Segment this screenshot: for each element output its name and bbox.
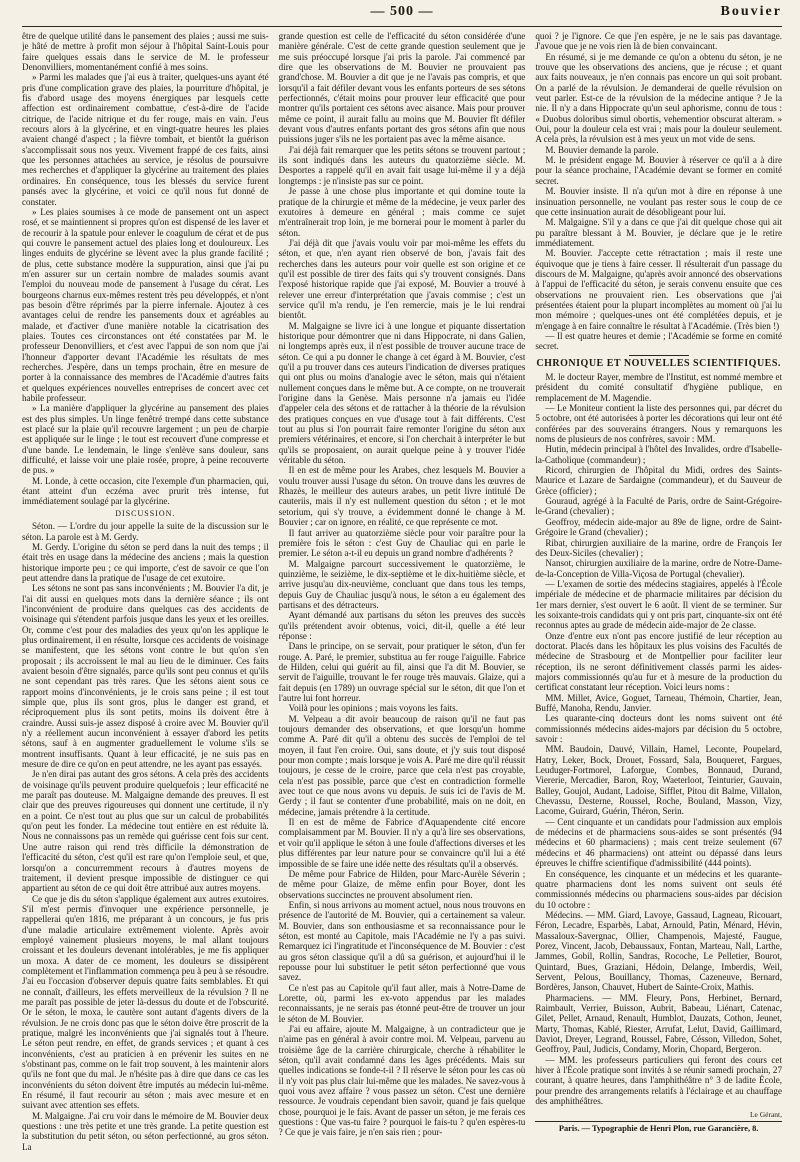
paragraph: Il en est de même de Fabrice d'Aquapendente cité encore complaisamment par M. Bouvier. Il n'y a qu'à lire ses observations, et voir qu'il applique le séton à une foule d'affections diverses et les plus différentes par leur nature pour se convaincre qu'il lui a été impossible de se faire une idée nette des résultats qu'il a observés.: [278, 817, 526, 869]
column-left: [22, 31, 269, 1151]
paragraph: — Cent cinquante et un candidats pour l'admission aux emplois de médecins et de pharmaciens sous-aides se sont présentés (94 médecins et 60 pharmaciens) ; mais cent treize seulement (67 médecins et 46 pharmaciens) ont atteint ou dépassé dans leurs épreuves le chiffre scientifique d'admissibilité (444 points).: [535, 816, 783, 869]
paragraph: » La manière d'appliquer la glycérine au pansement des plaies est des plus simples. Un linge fenêtré trempé dans cette substance est placé sur la plaie qu'il recouvre largement ; un peu de charpie est appliquée sur le linge ; le tout est recouvert d'une compresse et d'une bande. Le lendemain, le linge s'enlève sans douleur, sans difficulté, et laisse voir une plaie rosée, propre, à peine recouverte de pus. »: [22, 403, 269, 476]
page-header: [22, 4, 782, 27]
paragraph: Dans le principe, on se servait, pour pratiquer le séton, d'un fer rouge. A. Paré, le premier, substitua au fer rouge l'aiguille. Fabrice de Hilden, celui qui guérit au fil, ainsi que l'a dit M. Bouvier, se servit de l'aiguille, trouvant le fer rouge très mauvais. Glaize, qui a fait depuis (en 1789) un ouvrage spécial sur le séton, dit que l'on et l'autre lui font horreur.: [278, 641, 526, 703]
signature: Le Gérant,: [749, 1110, 783, 1120]
paragraph: M. Malgaigne se livre ici à une longue et piquante dissertation historique pour démontrer que ni dans Hippocrate, ni dans Galien, ni longtemps après eux, il n'est possible de trouver aucune trace de séton. Ce qui a pu donner le change à cet égard à M. Bouvier, c'est qu'il a pu trouver dans ces auteurs l'indication de diverses pratiques qui ont plus ou moins d'analogie avec le séton, mais qui n'étaient nullement conçues dans le même but. A ce compte, on ne trouverait l'origine dans la Genèse. Mais personne n'a jamais eu l'idée d'appeler cela des sétons et de rattacher à la théorie de la révulsion des pratiques conçues en vue d'usage tout à fait différents. C'est tout au plus si l'on pourrait faire remonter l'origine du séton aux premiers vétérinaires, et encore, si l'on cherchait à interpréter le but qu'ils se proposaient, on aurait quelque peine à y trouver l'idée véritable du séton.: [278, 320, 526, 466]
paragraph: » Les plaies soumises à ce mode de pansement ont un aspect rosé, et se maintiennent si propres qu'on est dispensé de les laver et de recourir à la spatule pour enlever le coagulum de cérat et de pus qui couvre le pansement actuel des plaies long et douloureux. Les linges enduits de glycérine se lèvent avec la plus grande facilité ; de plus, cette substance modère la suppuration, ainsi que j'ai pu m'en assurer sur un certain nombre de malades soumis avant l'emploi du nouveau mode de pansement à l'usage du cérat. Les bourgeons charnus eux-mêmes restent très peu développés, et n'ont pas besoin d'être réprimés par la pierre infernale. Ajoutez à ces avantages celui de rendre les pansements doux et agréables au malade, et d'activer d'une manière notable la cicatrisation des plaies. Toutes ces circonstances ont été constatées par M. le professeur Denonvilliers, et c'est avec l'appui de son nom que j'ai l'honneur d'apporter devant l'Académie les résultats de mes recherches. J'espère, dans un temps prochain, être en mesure de porter à la connaissance des membres de l'Académie d'autres faits et quelques expériences nouvelles entreprises de concert avec cet habile professeur.: [22, 206, 269, 404]
paragraph: M. Bouvier demande la parole.: [545, 144, 659, 155]
col1b-block: [22, 521, 269, 1151]
paragraph: MM. Millet, Avice, Goguet, Tarneau, Thémoin, Chartier, Jean, Buffé, Manoha, Rendu, Janvier.: [535, 692, 783, 713]
section-divider: [629, 355, 689, 356]
paragraph: MM. Baudoin, Dauvé, Villain, Hamel, Leconte, Poupelard, Hatry, Leker, Bock, Drouet, Fossard, Sala, Bouqueret, Fargues, Leuduger-Fortmorel, Laforgue, Combes, Bonnaud, Durand, Viererie, Mercadier, Baron, Roy, Waeterloot, Teinturier, Gauvain, Balley, Goujol, Audant, Ladoise, Sifflet, Pitou dit Balme, Villalon, Chevassu, Desterne, Roussel, Roche, Bouland, Masson, Vizy, Lacome, Guirard, Guérin, Théron, Serin.: [535, 744, 783, 817]
page-number: — 500 —: [370, 4, 434, 19]
paragraph: être de quelque utilité dans le pansement des plaies ; aussi me suis-je hâté de mettre à profit mon séjour à l'hôpital Saint-Louis pour faire quelques essais dans le service de M. le professeur Denonvilliers, momentanément confié à mes soins.: [22, 31, 269, 73]
paragraph: M. Malgaigne. S'il y a dans ce que j'ai dit quelque chose qui ait pu paraître blessant à M. Bouvier, je déclare que je le retire immédiatement.: [535, 217, 783, 248]
col1-block: [22, 31, 269, 507]
paragraph: grande question est celle de l'efficacité du séton considérée d'une manière générale. C'est de cette grande question seulement que je me suis préoccupé lorsque j'ai pris la parole. J'ai commencé par dire que les observations de M. Bouvier ne prouvaient pas grand'chose. M. Bouvier a dit que je ne l'avais pas compris, et que lorsqu'il a fait défiler devant vous les enfants porteurs de ses sétons perfectionnés, c'était moins pour prouver leur efficacité que pour montrer qu'ils portaient ces sétons avec aisance. Mais pour prouver même ce point, il aurait fallu au moins que M. Bouvier fît défiler devant vous d'autres enfants portant des gros sétons afin que nous puissions juger s'ils ne les portaient pas avec la même aisance.: [278, 31, 526, 145]
paragraph: En conséquence, les cinquante et un médecins et les quarante-quatre pharmaciens dont les noms suivent ont seuls été commissionnés médecins ou pharmaciens sous-aides par décision du 10 octobre :: [535, 868, 783, 910]
paragraph: M. Gerdy. L'origine du séton se perd dans la nuit des temps ; il était très en usage dans la médecine des anciens ; mais la question historique importe peu ; ce qui importe, c'est de savoir ce que l'on peut attendre dans la pratique de l'usage de cet exutoire.: [22, 541, 269, 583]
paragraph: — Le Moniteur contient la liste des personnes qui, par décret du 5 octobre, ont été autorisées à porter les décorations qui leur ont été conférées par des souverains étrangers. Nous y remarquons les noms de plusieurs de nos confrères, savoir : MM.: [535, 403, 783, 445]
paragraph: Hutin, médecin principal à l'hôtel des Invalides, ordre d'Isabelle-la-Catholique (commandeur) ;: [535, 444, 783, 465]
paragraph: Je n'en dirai pas autant des gros sétons. A cela près des accidents de voisinage qu'ils peuvent produire quelquefois ; leur efficacité ne me paraît pas douteuse. M. Malgaigne demande des preuves. Il est clair que des preuves rigoureuses qui donnent une certitude, il n'y en a point. Ce n'est tout au plus que sur un calcul de probabilités qu'on peut les fonder. La médecine tout entière en est réduite là. Nous ne connaissons pas un remède qui guérisse cent fois sur cent. Une autre raison qui rend très difficile la démonstration de l'efficacité du séton, c'est qu'il est rare qu'on l'emploie seul, et que, lorsqu'on a concurremment recours à d'autres moyens de traitement, il devient presque impossible de distinguer ce qui appartient au séton de ce qui doit être attribué aux autres moyens.: [22, 769, 269, 894]
paragraph: Gouraud, agrégé à la Faculté de Paris, ordre de Saint-Grégoire-le-Grand (chevalier) ;: [535, 496, 783, 517]
paragraph: Il en est de même pour les Arabes, chez lesquels M. Bouvier a voulu trouver aussi l'usage du séton. On trouve dans les œuvres de Rhazès, le meilleur des auteurs arabes, un petit livre intitulé De cauteriis, mais il n'y est nullement question du séton ; et le mot setorium, qui s'y trouve, a évidemment donné le change à M. Bouvier ; car on ignore, en réalité, ce que représente ce mot.: [278, 465, 526, 528]
paragraph: Enfin, si nous arrivons au moment actuel, nous nous trouvons en présence de l'autorité de M. Bouvier, qui a certainement sa valeur. M. Bouvier, dans son enthousiasme et sa reconnaissance pour le séton, est monté au Capitole, mais l'Académie ne l'y a pas suivi. Remarquez ici l'ingratitude et l'inconséquence de M. Bouvier : c'est au gros séton classique qu'il a dû sa guérison, et aujourd'hui il le repousse pour lui substituer le petit séton perfectionné que vous savez.: [278, 899, 526, 983]
paragraph: M. Malgaigne parcourt successivement le quatorzième, le quinzième, le seizième, le dix-septième et le dix-huitième siècle, et arrive jusqu'au dix-neuvième, concluant que dans tous les temps, depuis Guy de Chauliac jusqu'à nous, le séton a eu également des partisans et des détracteurs.: [278, 558, 526, 610]
paragraph: M. Bouvier insiste. Il n'a qu'un mot à dire en réponse à une insinuation personnelle, ne voulant pas rester sous le coup de ce que cette insinuation aurait de désobligeant pour lui.: [535, 186, 783, 217]
paragraph: M. Velpeau a dit avoir beaucoup de raison qu'il ne faut pas toujours demander des observations, et que lorsqu'un homme comme A. Paré dit qu'il a obtenu des succès de l'emploi de tel moyen, il faut l'en croire. Oui, sans doute, et j'y suis tout disposé pour mon compte ; mais lorsque je vois A. Paré me dire qu'il réussit toujours, je cesse de le croire, parce que cela n'est pas croyable, cela n'est pas possible, parce que c'est en contradiction formelle avec tout ce que nous avons vu depuis. Je suis ici de l'avis de M. Gerdy ; il faut se contenter d'une probabilité, mais on ne doit, en médecine, jamais prétendre à la certitude.: [278, 713, 526, 817]
paragraph: J'ai déjà dit que j'avais voulu voir par moi-même les effets du séton, et que, n'en ayant rien observé de bon, j'avais fait des recherches dans les auteurs pour voir quelle est son origine et ce qu'il est possible de tirer des faits qui s'y trouvent consignés. Dans l'exposé historique rapide que j'ai exposé, M. Bouvier a trouvé à relever une erreur d'interprétation que j'avais commise ; c'est un service qu'il m'a rendu, je l'en remercie, mais je le lui rendrai bientôt.: [278, 237, 526, 321]
paragraph: Ce n'est pas au Capitole qu'il faut aller, mais à Notre-Dame de Lorette, où, parmi les ex-voto appendus par les malades reconnaissants, je ne serais pas étonné peut-être de trouver un jour le séton de M. Bouvier.: [278, 982, 526, 1024]
paragraph: Il faut arriver au quatorzième siècle pour voir paraître pour la première fois le séton : c'est Guy de Chauliac qui en parle le premier. Le séton a-t-il eu depuis un grand nombre d'adhérents ?: [278, 527, 526, 559]
running-head: Bouvier: [720, 4, 782, 19]
paragraph: — Il est quatre heures et demie ; l'Académie se forme en comité secret.: [535, 330, 783, 352]
chronicle-heading: CHRONIQUE ET NOUVELLES SCIENTIFIQUES.: [536, 357, 781, 369]
paragraph: Voilà pour les opinions ; mais voyons les faits.: [288, 703, 458, 714]
paragraph: Séton. — L'ordre du jour appelle la suite de la discussion sur le séton. La parole est à M. Gerdy.: [22, 521, 269, 542]
paragraph: quoi ? je l'ignore. Ce que j'en espère, je ne le sais pas davantage. J'avoue que je ne vois rien là de bien convaincant.: [535, 31, 783, 52]
paragraph: — MM. les professeurs particuliers qui feront des cours cet hiver à l'École pratique sont invités à se réunir samedi prochain, 27 courant, à quatre heures, dans l'amphithéâtre n° 3 de ladite École, pour prendre des arrangements relatifs à l'éclairage et au chauffage des amphithéâtres.: [535, 1054, 783, 1107]
paragraph: Les sétons ne sont pas sans inconvénients ; M. Bouvier l'a dit, je l'ai dit aussi en quelques mots dans la dernière séance ; ils ont l'inconvénient de produire dans quelques cas des accidents de voisinage qui s'étendent parfois jusque dans les yeux et les oreilles. Or, comme c'est pour des maladies des yeux qu'on les applique le plus ordinairement, il en résulte, lorsque ces accidents de voisinage se manifestent, que les sétons vont contre le but qu'on s'en proposait ; ils accroissent le mal au lieu de le diminuer. Ces faits avaient besoin d'être signalés, parce qu'ils sont peu connus et qu'ils ne sont cependant pas très rares. Que les sétons aient sous ce rapport moins d'inconvénients, je le crois sans peine ; il est tout simple que, plus ils sont gros, plus le danger est grand, et réciproquement plus ils sont petits, moins ils doivent être à craindre. Aussi suis-je assez disposé à croire avec M. Bouvier qu'il n'y a réellement aucun inconvénient à essayer d'abord les petits sétons, sauf à en augmenter graduellement le volume s'ils se montrent insuffisants. Quant à leur efficacité, je ne suis pas en mesure de dire ce qu'on en peut attendre, ne les ayant pas essayés.: [22, 583, 269, 770]
paragraph: Pharmaciens. — MM. Fleury, Pons, Herbinet, Bernard, Raimbault, Verrier, Buisson, Aubrit, Babeau, Liénart, Catenac, Gilet, Pellet, Arnaud, Renault, Humblot, Dauzats, Cothon, Jeunet, Marty, Thomas, Kablé, Riester, Arrufat, Lelut, David, Gaillimard, Daviot, Dreyer, Legrand, Roussel, Fabre, Césson, Villedon, Sohet, Geoffroy, Paul, Judicis, Condamy, Morin, Chopard, Bergeron.: [535, 992, 783, 1055]
column-middle: [279, 31, 526, 1151]
paragraph: Onze d'entre eux n'ont pas encore justifié de leur réception au doctorat. Placés dans les hôpitaux les plus voisins des Facultés de médecine de Strasbourg et de Montpellier pour faciliter leur réception, ils ne seront définitivement classés parmi les aides-majors commissionnés qu'au fur et à mesure de la production du certificat constatant leur réception. Voici leurs noms :: [535, 630, 783, 693]
paragraph: Ce que je dis du séton s'applique également aux autres exutoires. S'il m'est permis d'invoquer une expérience personnelle, je rappellerai qu'en 1816, me préparant à un concours, je fus pris d'une maladie articulaire extrêmement violente. Après avoir employé vainement plusieurs moyens, le mal allant toujours croissant et les douleurs devenant intolérables, je me fis appliquer un moxa. A dater de ce moment, les douleurs se dissipèrent complètement et l'inflammation commença peu à peu à se résoudre. J'ai eu l'occasion d'observer depuis quatre faits semblables. Et qui ne connaît, d'ailleurs, les effets merveilleux de la révulsion ? Il ne me paraît pas possible de jeter là-dessus du doute et de l'obscurité. Or le séton, le moxa, le cautère sont autant d'agents divers de la révulsion. Je ne crois donc pas que le séton doive être proscrit de la pratique, malgré les inconvénients que j'ai signalés tout à l'heure. Le séton peut rendre, en effet, de grands services ; et quant à ces inconvénients, c'est au praticien à en prévenir les suites en ne s'obstinant pas, comme on le fait trop souvent, à les maintenir alors qu'ils ne font que du mal. Je n'hésite pas à dire que dans ce cas les inconvénients du séton doivent être imputés au médecin lui-même. En résumé, il faut recourir au séton ; mais avec mesure et en suivant avec attention ses effets.: [22, 893, 269, 1111]
paragraph: Ricord, chirurgien de l'hôpital du Midi, ordres des Saints-Maurice et Lazare de Sardaigne (commandeur), et du Sauveur de Grèce (officier) ;: [535, 465, 783, 496]
paragraph: Ayant démandé aux partisans du séton les preuves des succès qu'ils prétendent avoir obtenus, voici, dit-il, quelle a été leur réponse :: [278, 610, 526, 641]
text-columns: [22, 31, 782, 1151]
paragraph: Ribat, chirurgien auxiliaire de la marine, ordre de François Ier des Deux-Siciles (chevalier) ;: [535, 537, 783, 558]
paragraph: Les quarante-cinq docteurs dont les noms suivent ont été commissionnés médecins aides-majors par décision du 5 octobre, savoir :: [535, 713, 783, 745]
paragraph: M. Bouvier. J'accepte cette rétractation ; mais il reste une équivoque que je tiens à faire cesser. Il résulterait d'un passage du discours de M. Malgaigne, qu'après avoir annoncé des observations à l'appui de l'efficacité du séton, je serais convenu ensuite que ces observations ne prouvaient rien. Les observations que j'ai présentées étaient pour la plupart incomplètes au moment où j'ai lu mon mémoire ; quelques-unes ont été complétées depuis, et je m'engage à en faire connaître le résultat à l'Académie. (Très bien !): [535, 248, 783, 331]
paragraph: M. Londe, à cette occasion, cite l'exemple d'un pharmacien, qui, étant atteint d'un eczéma avec prurit très intense, fut immédiatement soulagé par la glycérine.: [22, 475, 269, 507]
paragraph: M. le docteur Rayer, membre de l'Institut, est nommé membre et président du comité consultatif d'hygiène publique, en remplacement de M. Magendie.: [535, 372, 783, 403]
paragraph: De même pour Fabrice de Hilden, pour Marc-Aurèle Séverin ; de même pour Glaize, de même enfin pour Boyer, dont les observations succinctes ne prouvent absolument rien.: [278, 868, 526, 900]
column-right: [535, 31, 782, 1151]
discussion-heading: DISCUSSION.: [115, 508, 176, 518]
paragraph: J'ai eu affaire, ajoute M. Malgaigne, à un contradicteur que je n'aime pas en général à avoir contre moi. M. Velpeau, parvenu au troisième âge de la carrière chirurgicale, cherche à réhabiliter le séton, qu'il avait condamné dans les âges précédents. Mais sur quelles indications se fonde-t-il ? Il réserve le séton pour les cas où il n'y voit pas plus clair lui-même que les malades. Ne savez-vous à quoi vous avez affaire ? vous passez un séton. C'est une dernière ressource. Je voudrais cependant bien savoir, quand je fais quelque chose, pourquoi je le fais. Avant de passer un séton, je me ferais ces questions : Que vas-tu faire ? pourquoi le fais-tu ? qu'en espères-tu ? Ce que je vais faire, je n'en sais rien ; pour-: [278, 1024, 526, 1138]
paragraph: En résumé, si je me demande ce qu'on a obtenu du séton, je ne trouve que les observations des anciens, que je récuse ; et quant aux faits nouveaux, je n'en connais pas encore un qui soit probant. On a parlé de la révulsion. Je demanderai de quelle révulsion on veut parler. Est-ce de la révulsion de la médecine antique ? Je la nie. Il n'y a dans Hippocrate qu'un seul aphorisme, connu de tous : « Duobus doloribus simul obortis, vehementior obscurat alteram. » Oui, pour la douleur cela est vrai ; mais pour la douleur seulement. A cela près, la révulsion est à mes yeux un mot vide de sens.: [535, 51, 783, 145]
paragraph: Médecins. — MM. Giard, Lavoye, Gassaud, Lagneau, Ricouart, Féron, Lecadre, Esparbès, Labat, Arnould, Patin, Ménard, Hévin, Massaloux-Savergnac, Ollier, Champenois, Majesté, Faugue, Porez, Vincent, Jacob, Debaussaux, Fontan, Marteau, Nall, Larthe, Jammes, Gobil, Rollin, Sandras, Rocoche, Le Pelletier, Bourot, Quintard, Bues, Graziani, Hédoin, Delange, Imberdis, Weil, Servent, Pelous, Bouillancy, Thomas, Cazeneuve, Bernard, Bordères, Janson, Chauvet, Hubert de Sainte-Croix, Mathis.: [535, 909, 783, 993]
paragraph: M. le président engage M. Bouvier à réserver ce qu'il a à dire pour la séance prochaine, l'Académie devant se former en comité secret.: [535, 155, 783, 186]
paragraph: Geoffroy, médecin aide-major au 89e de ligne, ordre de Saint-Grégoire le Grand (chevalier) ;: [535, 516, 783, 538]
paragraph: Nansot, chirurgien auxiliaire de la marine, ordre de Notre-Dame-de-la-Conception de Villa-Viçosa de Portugal (chevalier).: [535, 558, 783, 579]
paragraph: J'ai déjà fait remarquer que les petits sétons se trouvent partout ; ils sont indiqués dans les auteurs du quatorzième siècle. M. Desportes a rappelé qu'il en avait fait usage lui-même il y a déjà longtemps : je n'insiste pas sur ce point.: [278, 144, 526, 186]
paragraph: Je passe à une chose plus importante et qui domine toute la pratique de la chirurgie et même de la médecine, je veux parler des exutoires à demeure en général ; mais comme ce sujet m'entraînerait trop loin, je me bornerai pour le moment à parler du séton.: [278, 186, 526, 238]
imprint: Paris. — Typographie de Henri Plon, rue Garancière, 8.: [535, 1121, 782, 1134]
paragraph: M. Malgaigne. J'ai cru voir dans le mémoire de M. Bouvier deux questions : une très petite et une très grande. La petite question est la substitution du petit séton, ou séton perfectionné, au gros séton. La: [22, 1110, 269, 1151]
paragraph: — L'examen de sortie des médecins stagiaires, appelés à l'École impériale de médecine et de pharmacie militaires par décision du 1er mars dernier, s'est ouvert le 6 août. Il vient de se terminer. Sur les soixante-trois candidats qui y ont pris part, cinquante-six ont été reconnus aptes au grade de médecin aide-major de 2e classe.: [535, 578, 783, 631]
paragraph: » Parmi les malades que j'ai eus à traiter, quelques-uns ayant été pris d'une complication grave des plaies, la pourriture d'hôpital, je fis d'abord usage des moyens énergiques par lesquels cette affection est ordinairement combattue, c'est-à-dire de l'acide citrique, de l'acide nitrique et du fer rouge, mais en vain. J'eus recours alors à la glycérine, et en vingt-quatre heures les plaies avaient changé d'aspect ; la fièvre tombait, et bientôt la guérison s'accomplissait sous nos yeux. Vivement frappé de ces faits, ainsi que les personnes attachées au service, je résolus de poursuivre mes recherches et d'appliquer la glycérine au traitement des plaies ordinaires. En conséquence, tous les blessés du service furent pansés avec la glycérine, et voici ce qu'il nous fut donné de constater.: [22, 72, 269, 207]
